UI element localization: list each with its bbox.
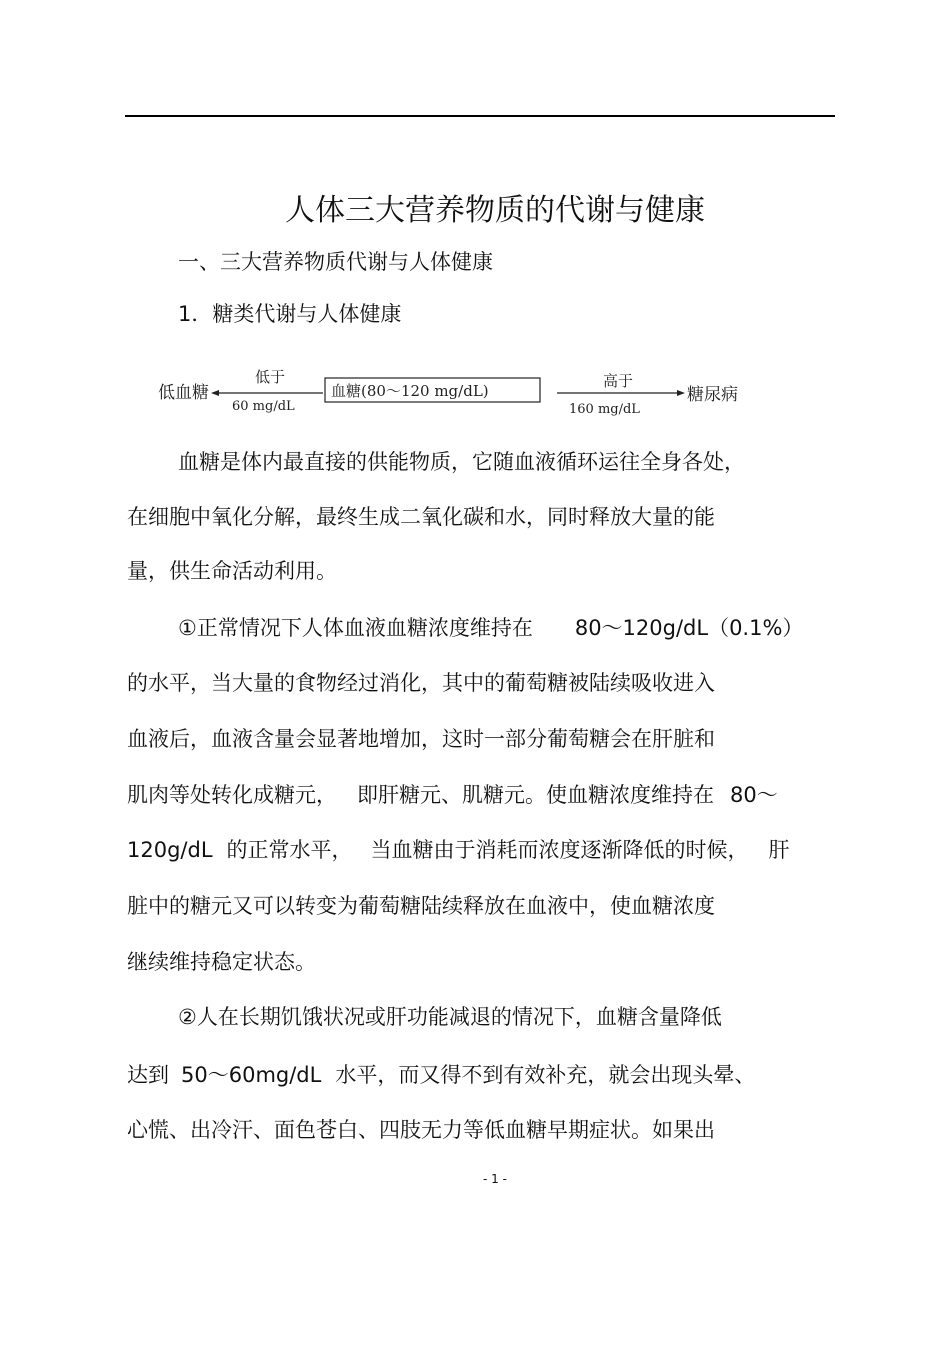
para2-line4-b: 即肝糖元、肌糖元。使血糖浓度维持在 xyxy=(357,783,714,807)
blood-sugar-diagram-svg xyxy=(155,362,795,422)
para3-line1: ②人在长期饥饿状况或肝功能减退的情况下，血糖含量降低 xyxy=(178,1005,722,1029)
para1-line3: 量，供生命活动利用。 xyxy=(127,559,337,583)
para2-line3: 血液后，血液含量会显著地增加，这时一部分葡萄糖会在肝脏和 xyxy=(127,727,715,751)
para2-line5 xyxy=(127,836,790,864)
para2-line5-d: 肝 xyxy=(768,838,790,862)
para2-line1-range: 80～120g/dL（0.1%） xyxy=(574,616,804,640)
section-heading: 一、三大营养物质代谢与人体健康 xyxy=(178,250,493,274)
para2-line5-a: 120g/dL xyxy=(127,838,213,862)
subsection-heading: 1．糖类代谢与人体健康 xyxy=(178,302,402,326)
para3-line2-a: 达到 xyxy=(127,1063,169,1087)
page-number: - 1 - xyxy=(483,1172,507,1186)
para2-line1 xyxy=(178,614,803,642)
para2-line1-text: ①正常情况下人体血液血糖浓度维持在 xyxy=(178,616,533,640)
diagram-center-label: 血糖(80～120 mg/dL) xyxy=(331,382,489,400)
para2-line6: 脏中的糖元又可以转变为葡萄糖陆续释放在血液中，使血糖浓度 xyxy=(127,894,715,918)
diagram-above-value: 160 mg/dL xyxy=(569,402,640,417)
diagram-below-text: 低于 xyxy=(255,368,286,386)
para3-line3: 心慌、出冷汗、面色苍白、四肢无力等低血糖早期症状。如果出 xyxy=(127,1118,715,1142)
para2-line4-c: 80～ xyxy=(730,783,778,807)
para3-line2 xyxy=(127,1061,755,1089)
para2-line5-b: 的正常水平， xyxy=(226,838,353,862)
diagram-below-value: 60 mg/dL xyxy=(232,399,295,414)
header-rule xyxy=(125,115,835,117)
para2-line7: 继续维持稳定状态。 xyxy=(127,950,316,974)
para2-line4-a: 肌肉等处转化成糖元， xyxy=(127,783,337,807)
blood-sugar-diagram xyxy=(155,362,795,422)
para1-line2: 在细胞中氧化分解，最终生成二氧化碳和水，同时释放大量的能 xyxy=(127,505,715,529)
diagram-high-label: 糖尿病 xyxy=(687,385,738,405)
para1-line1: 血糖是体内最直接的供能物质，它随血液循环运往全身各处， xyxy=(178,450,745,474)
para2-line2: 的水平，当大量的食物经过消化，其中的葡萄糖被陆续吸收进入 xyxy=(127,671,715,695)
para3-line2-c: 水平，而又得不到有效补充，就会出现头晕、 xyxy=(335,1063,756,1087)
diagram-arrowhead-left xyxy=(211,390,219,396)
diagram-low-label: 低血糖 xyxy=(158,383,209,403)
diagram-above-text: 高于 xyxy=(603,372,634,390)
para2-line5-c: 当血糖由于消耗而浓度逐渐降低的时候， xyxy=(370,838,749,862)
page-title: 人体三大营养物质的代谢与健康 xyxy=(285,193,705,228)
para2-line4 xyxy=(127,781,778,809)
diagram-arrowhead-right xyxy=(677,390,685,396)
para3-line2-b: 50～60mg/dL xyxy=(181,1063,322,1087)
